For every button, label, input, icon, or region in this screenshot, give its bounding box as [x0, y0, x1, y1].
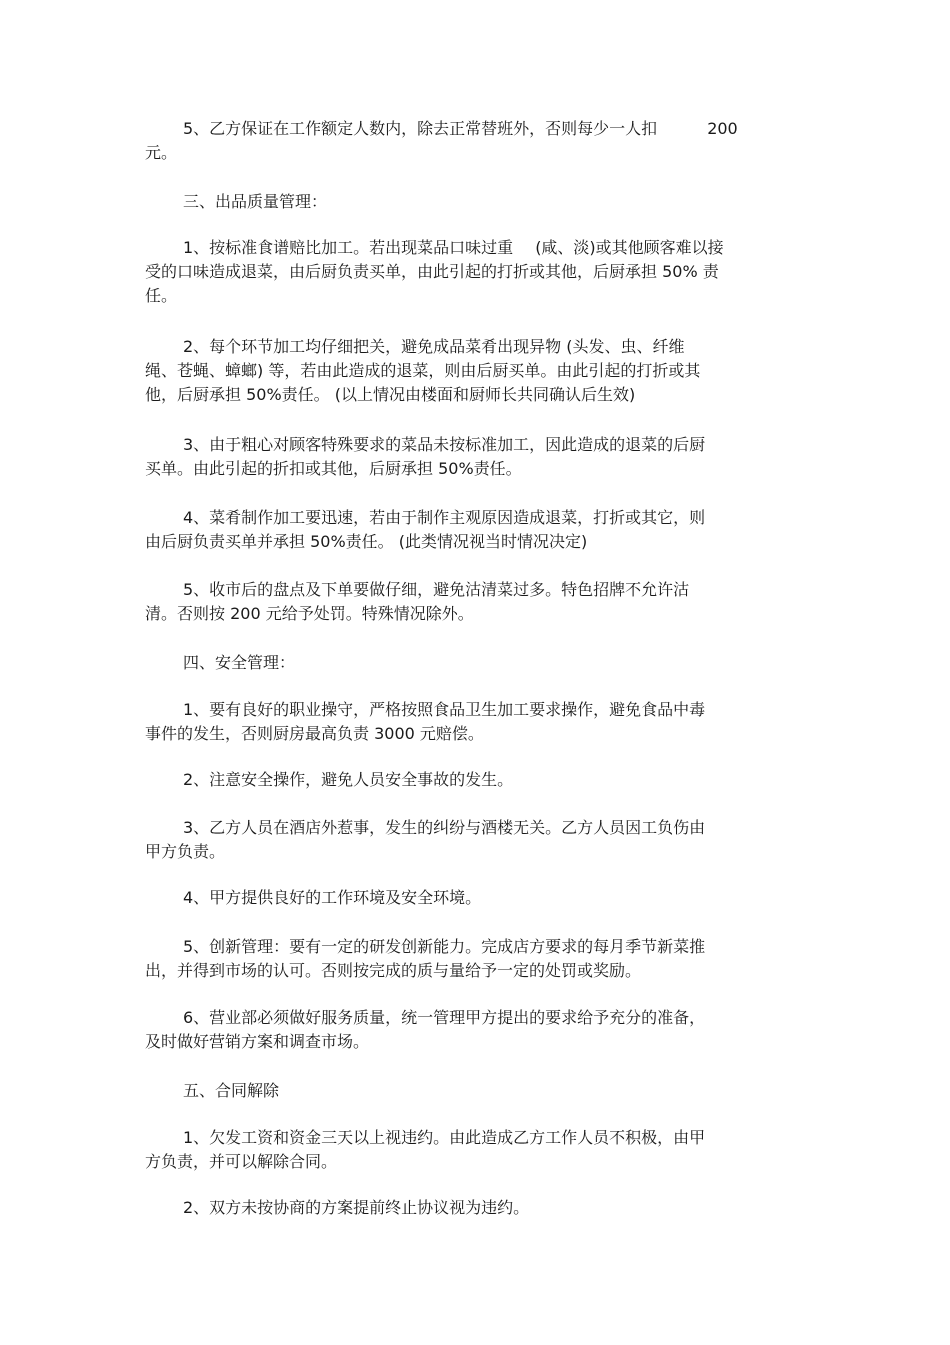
text-line: (咸、淡)或其他顾客难以接 [535, 238, 724, 257]
text-line: 受的口味造成退菜，由后厨负责买单，由此引起的打折或其他，后厨承担 50% 责 [145, 262, 719, 281]
text-line: 出，并得到市场的认可。否则按完成的质与量给予一定的处罚或奖励。 [145, 961, 642, 980]
text-line: 任。 [145, 286, 178, 305]
text-line: 由后厨负责买单并承担 50%责任。 (此类情况视当时情况决定) [145, 532, 588, 551]
paragraph-quality-3 [145, 433, 795, 481]
paragraph-termination-1 [145, 1126, 795, 1174]
paragraph-safety-4 [145, 886, 795, 910]
paragraph-termination-2 [145, 1196, 795, 1220]
paragraph-quality-5 [145, 578, 795, 626]
text-line: 5、创新管理：要有一定的研发创新能力。完成店方要求的每月季节新菜推 [183, 937, 706, 956]
text-line: 4、菜肴制作加工要迅速，若由于制作主观原因造成退菜，打折或其它，则 [183, 508, 706, 527]
text-line: 清。否则按 200 元给予处罚。特殊情况除外。 [145, 604, 474, 623]
section-heading-safety [145, 651, 795, 675]
paragraph-staff-deduction [145, 117, 795, 165]
text-line: 元。 [145, 143, 178, 162]
paragraph-safety-6 [145, 1006, 795, 1054]
text-line: 2、注意安全操作，避免人员安全事故的发生。 [183, 770, 514, 789]
text-line: 1、要有良好的职业操守，严格按照食品卫生加工要求操作，避免食品中毒 [183, 700, 706, 719]
paragraph-safety-3 [145, 816, 795, 864]
heading-text: 三、出品质量管理： [183, 192, 328, 211]
amount-text: 200 [707, 119, 738, 138]
section-heading-quality [145, 190, 795, 214]
text-line: 方负责，并可以解除合同。 [145, 1152, 338, 1171]
paragraph-quality-4 [145, 506, 795, 554]
text-line: 甲方负责。 [145, 842, 226, 861]
text-line: 及时做好营销方案和调查市场。 [145, 1032, 370, 1051]
text-line: 4、甲方提供良好的工作环境及安全环境。 [183, 888, 482, 907]
text-line: 2、每个环节加工均仔细把关，避免成品菜肴出现异物 (头发、虫、纤维 [183, 337, 685, 356]
heading-text: 五、合同解除 [183, 1081, 280, 1100]
paragraph-safety-1 [145, 698, 795, 746]
text-line: 5、收市后的盘点及下单要做仔细，避免沽清菜过多。特色招牌不允许沽 [183, 580, 690, 599]
text-line: 1、按标准食谱赔比加工。若出现菜品口味过重 [183, 238, 514, 257]
paragraph-quality-2 [145, 335, 795, 407]
text-line: 他，后厨承担 50%责任。 (以上情况由楼面和厨师长共同确认后生效) [145, 385, 636, 404]
section-heading-termination [145, 1079, 795, 1103]
text-line: 3、乙方人员在酒店外惹事，发生的纠纷与酒楼无关。乙方人员因工负伤由 [183, 818, 706, 837]
text-line: 6、营业部必须做好服务质量，统一管理甲方提出的要求给予充分的准备， [183, 1008, 706, 1027]
text-line: 事件的发生，否则厨房最高负责 3000 元赔偿。 [145, 724, 484, 743]
text-line: 绳、苍蝇、蟑螂) 等，若由此造成的退菜，则由后厨买单。由此引起的打折或其 [145, 361, 701, 380]
paragraph-quality-1 [145, 236, 795, 308]
text-line: 5、乙方保证在工作额定人数内，除去正常替班外，否则每少一人扣 [183, 119, 658, 138]
text-line: 2、双方未按协商的方案提前终止协议视为违约。 [183, 1198, 530, 1217]
paragraph-safety-2 [145, 768, 795, 792]
text-line: 买单。由此引起的折扣或其他，后厨承担 50%责任。 [145, 459, 522, 478]
text-line: 3、由于粗心对顾客特殊要求的菜品未按标准加工，因此造成的退菜的后厨 [183, 435, 706, 454]
heading-text: 四、安全管理： [183, 653, 296, 672]
text-line: 1、欠发工资和资金三天以上视违约。由此造成乙方工作人员不积极，由甲 [183, 1128, 706, 1147]
paragraph-safety-5 [145, 935, 795, 983]
